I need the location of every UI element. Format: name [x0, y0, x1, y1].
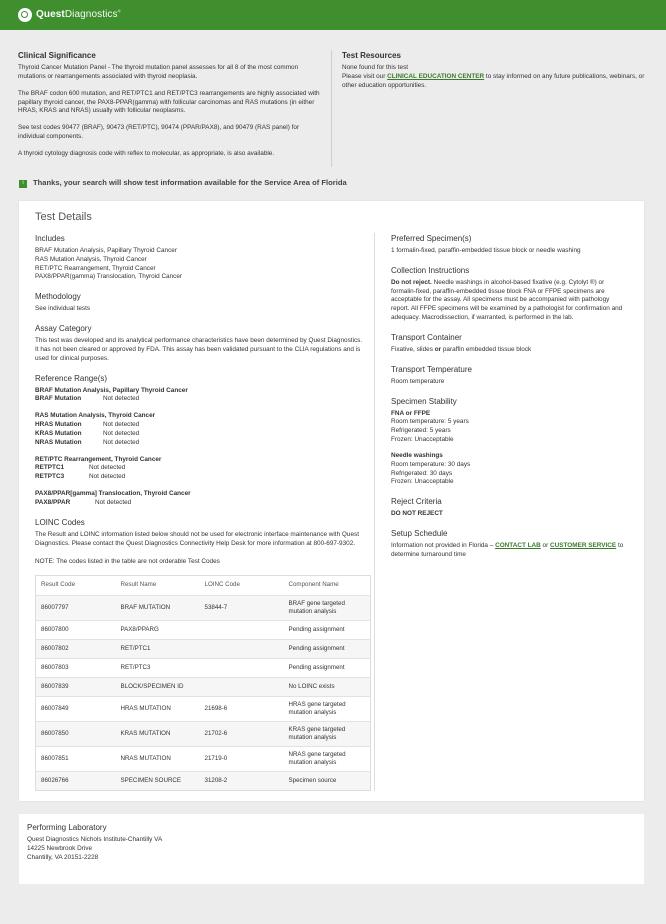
clinical-p1: Thyroid Cancer Mutation Panel - The thyroid mutation panel assesses for all 8 of the most common mutations or rearrangements associated with thyroid neoplasia. [18, 64, 299, 80]
brand-name: QuestDiagnostics® [36, 8, 121, 21]
test-details-title: Test Details [35, 210, 92, 223]
stability-line: Frozen: Unacceptable [391, 436, 454, 444]
table-row [36, 621, 371, 640]
details-right-column [375, 233, 629, 791]
resources-title: Test Resources [342, 51, 401, 60]
table-cell: 53844-7 [200, 596, 284, 621]
clinical-p3: See test codes 90477 (BRAF), 90473 (RET/PTC), 90474 (PPAR/PAX8), and 90479 (RAS panel) for individual components. [18, 124, 300, 140]
performing-line: Quest Diagnostics Nichols Institute-Chantilly VA [27, 836, 163, 844]
table-row [36, 678, 371, 697]
table-cell: HRAS MUTATION [116, 697, 200, 722]
include-item: RAS Mutation Analysis, Thyroid Cancer [35, 255, 147, 263]
table-row [36, 659, 371, 678]
reference-group [35, 490, 366, 508]
table-cell [200, 640, 284, 659]
table-cell: Pending assignment [284, 621, 371, 640]
reference-group-title: RAS Mutation Analysis, Thyroid Cancer [35, 412, 156, 420]
table-cell: 86007802 [36, 640, 116, 659]
reference-group [35, 412, 366, 447]
reference-value: Not detected [103, 395, 140, 403]
table-cell: 21719-0 [200, 747, 284, 772]
clinical-p4: A thyroid cytology diagnosis code with reflex to molecular, as appropriate, is also available. [18, 149, 275, 157]
reference-group-title: RET/PTC Rearrangement, Thyroid Cancer [35, 455, 162, 463]
performing-line: Chantilly, VA 20151-2228 [27, 853, 99, 861]
transport-container-text: Fixative, slides or paraffin embedded tissue block [391, 345, 532, 353]
reference-key: RETPTC1 [35, 464, 65, 472]
include-item: RET/PTC Rearrangement, Thyroid Cancer [35, 264, 156, 272]
table-cell: NRAS MUTATION [116, 747, 200, 772]
table-cell: 86026766 [36, 772, 116, 791]
table-cell: 31208-2 [200, 772, 284, 791]
stability-line: Refrigerated: 30 days [391, 469, 453, 477]
table-cell: SPECIMEN SOURCE [116, 772, 200, 791]
table-cell: KRAS MUTATION [116, 722, 200, 747]
quest-logo-icon [18, 8, 32, 22]
details-left-column [35, 233, 375, 791]
table-cell: Specimen source [284, 772, 371, 791]
methodology-title: Methodology [35, 292, 81, 302]
table-row [36, 596, 371, 621]
column-header: Result Code [41, 581, 76, 589]
transport-container-title: Transport Container [391, 332, 462, 342]
reference-value: Not detected [89, 473, 126, 481]
transport-temperature-title: Transport Temperature [391, 364, 472, 374]
stability-line: Refrigerated: 5 years [391, 427, 451, 435]
reference-key: PAX8/PPAR [35, 498, 71, 506]
table-cell: 86007849 [36, 697, 116, 722]
table-cell: No LOINC exists [284, 678, 371, 697]
table-cell: Pending assignment [284, 659, 371, 678]
loinc-table [35, 575, 371, 791]
performing-title: Performing Laboratory [27, 823, 107, 833]
table-cell: NRAS gene targeted mutation analysis [284, 747, 371, 772]
table-cell: 21698-6 [200, 697, 284, 722]
column-header: LOINC Code [204, 581, 240, 589]
table-cell: HRAS gene targeted mutation analysis [284, 697, 371, 722]
table-cell: 86007800 [36, 621, 116, 640]
notice-text: Thanks, your search will show test information available for the Service Area of Florida [33, 178, 347, 188]
performing-line: 14225 Newbrook Drive [27, 845, 93, 853]
includes-title: Includes [35, 233, 65, 243]
column-header: Component Name [288, 581, 339, 589]
resources-text: Please visit our CLINICAL EDUCATION CENTER to stay informed on any future publications, webinars, or other education opportunities. [342, 72, 645, 89]
table-row [36, 722, 371, 747]
include-item: PAX8/PPAR(gamma) Translocation, Thyroid Cancer [35, 273, 183, 281]
reference-value: Not detected [103, 438, 140, 446]
table-cell: PAX8/PPARG [116, 621, 200, 640]
assay-title: Assay Category [35, 324, 92, 334]
include-item: BRAF Mutation Analysis, Papillary Thyroid Cancer [35, 246, 177, 254]
table-cell: BRAF MUTATION [116, 596, 200, 621]
stability-group-title: FNA or FFPE [391, 409, 431, 417]
stability-title: Specimen Stability [391, 396, 457, 406]
stability-line: Frozen: Unacceptable [391, 478, 454, 486]
reference-value: Not detected [103, 421, 140, 429]
customer-service-link[interactable]: CUSTOMER SERVICE [550, 542, 617, 550]
methodology-text: See individual tests [35, 305, 91, 313]
quest-logo[interactable] [18, 8, 121, 22]
test-details-card [19, 201, 644, 802]
table-cell: RET/PTC3 [116, 659, 200, 678]
assay-text: This test was developed and its analytical performance characteristics have been determined by Quest Diagnostics. It has not been cleared or approved by FDA. This assay has been validated pursuant to the CLIA regulations and is used for clinical purposes. [35, 337, 363, 362]
reject-text: DO NOT REJECT [391, 510, 443, 518]
info-icon: i [19, 180, 27, 188]
table-cell: BLOCK/SPECIMEN ID [116, 678, 200, 697]
table-cell: 86007851 [36, 747, 116, 772]
table-cell: Pending assignment [284, 640, 371, 659]
table-row [36, 640, 371, 659]
clinical-significance [18, 50, 332, 167]
table-cell [200, 621, 284, 640]
reference-group-title: PAX8/PPAR[gamma] Translocation, Thyroid Cancer [35, 490, 191, 498]
table-cell: BRAF gene targeted mutation analysis [284, 596, 371, 621]
table-cell: 86007839 [36, 678, 116, 697]
reference-key: BRAF Mutation [35, 395, 82, 403]
reference-value: Not detected [103, 429, 140, 437]
performing-laboratory [19, 814, 644, 884]
column-header: Result Name [120, 581, 157, 589]
table-cell: RET/PTC1 [116, 640, 200, 659]
reference-key: NRAS Mutation [35, 438, 82, 446]
reference-value: Not detected [95, 498, 132, 506]
reference-key: HRAS Mutation [35, 421, 82, 429]
preferred-specimen-text: 1 formalin-fixed, paraffin-embedded tissue block or needle washing [391, 246, 581, 254]
collection-title: Collection Instructions [391, 265, 470, 275]
setup-title: Setup Schedule [391, 529, 448, 539]
reject-title: Reject Criteria [391, 497, 442, 507]
loinc-text: The Result and LOINC information listed below should not be used for electronic interface maintenance with Quest Diagnostics. Please contact the Quest Diagnostics Connectivity Help Desk for more information at 800-697-9302. [35, 530, 359, 547]
stability-line: Room temperature: 5 years [391, 418, 469, 426]
loinc-note: NOTE: The codes listed in the table are not orderable Test Codes [35, 558, 220, 566]
reference-key: RETPTC3 [35, 473, 65, 481]
collection-text: Do not reject. Needle washings in alcohol-based fixative (e.g. Cytolyt ®) or formalin-fixed, paraffin-embedded tissue block FNA or FFPE specimens are acceptable for the assay. All specimens must be accompanied with pathology report. All FFPE specimens will be examined by a pathologist for confirmation and adequacy. Macrodissection, if warranted, is performed in the lab. [391, 278, 623, 322]
site-header [0, 0, 666, 30]
reference-group-title: BRAF Mutation Analysis, Papillary Thyroid Cancer [35, 386, 188, 394]
table-cell: 86007797 [36, 596, 116, 621]
reference-title: Reference Range(s) [35, 373, 108, 383]
clinical-title: Clinical Significance [18, 51, 96, 60]
stability-group-title: Needle washings [391, 451, 443, 459]
stability-line: Room temperature: 30 days [391, 460, 471, 468]
table-cell: 86007850 [36, 722, 116, 747]
table-cell: KRAS gene targeted mutation analysis [284, 722, 371, 747]
table-cell: 21702-6 [200, 722, 284, 747]
table-row [36, 747, 371, 772]
contact-lab-link[interactable]: CONTACT LAB [495, 542, 541, 550]
resources-none: None found for this test [342, 64, 409, 72]
reference-group [35, 456, 366, 482]
reference-value: Not detected [89, 464, 126, 472]
reference-group [35, 387, 366, 405]
transport-temperature-text: Room temperature [391, 377, 445, 385]
loinc-title: LOINC Codes [35, 517, 85, 527]
table-header-row [36, 576, 371, 596]
service-area-notice [19, 177, 666, 191]
table-row [36, 697, 371, 722]
test-resources [332, 50, 648, 167]
table-row [36, 772, 371, 791]
top-info [0, 30, 666, 167]
clinical-p2: The BRAF codon 600 mutation, and RET/PTC1 and RET/PTC3 rearrangements are highly associated with papillary thyroid cancer, the PAX8-PPAR(gamma) with follicular carcinomas and RAS mutations (in either HRAS, KRAS and NRAS) usually with follicular neoplasms. [18, 89, 320, 115]
preferred-specimen-title: Preferred Specimen(s) [391, 233, 472, 243]
table-cell [200, 659, 284, 678]
table-cell [200, 678, 284, 697]
table-cell: 86007803 [36, 659, 116, 678]
clinical-education-link[interactable]: CLINICAL EDUCATION CENTER [387, 72, 485, 80]
reference-key: KRAS Mutation [35, 429, 82, 437]
setup-text: Information not provided in Florida – CONTACT LAB or CUSTOMER SERVICE to determine turnaround time [391, 542, 624, 558]
